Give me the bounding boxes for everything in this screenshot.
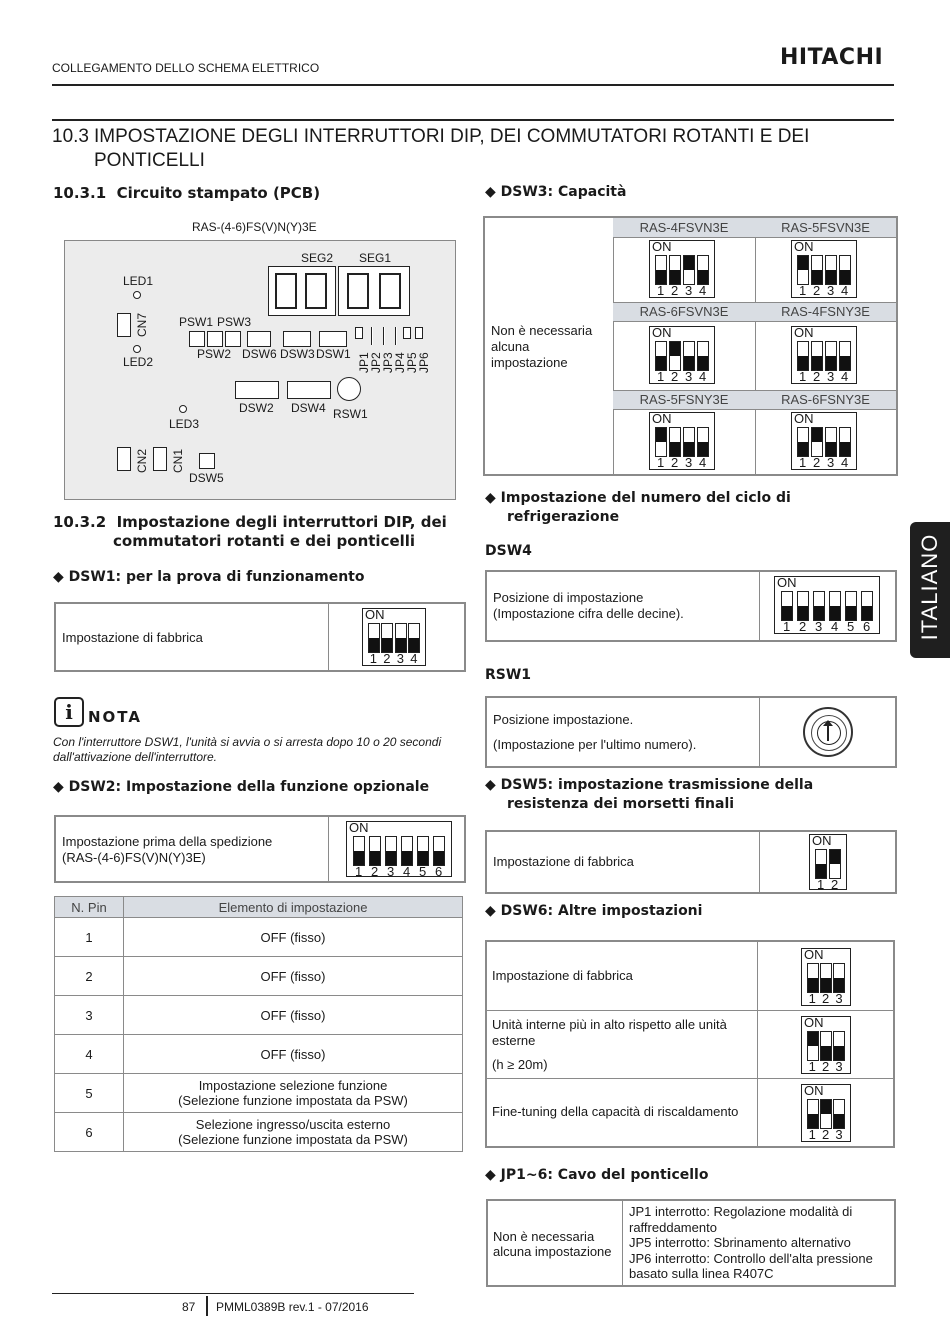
- dip-number: 6: [435, 864, 443, 879]
- dip-lever: [807, 963, 819, 993]
- dsw4-title: DSW4: [485, 543, 532, 559]
- dip-lever: [845, 591, 857, 621]
- dsw4-label-2: (Impostazione cifra delle decine).: [493, 606, 684, 621]
- dip-number: 1: [355, 864, 363, 879]
- table-row: 1 OFF (fisso): [55, 918, 463, 957]
- section-pcb-heading: 10.3.1 Circuito stampato (PCB): [53, 184, 321, 202]
- dip-on-label: ON: [365, 607, 385, 622]
- page-title-number: 10.3: [52, 126, 89, 147]
- dip-lever: [655, 341, 667, 371]
- jp3-jumper: [383, 327, 385, 345]
- led3-label: LED3: [169, 417, 200, 431]
- dip-lever: [683, 427, 695, 457]
- dsw4-table: [485, 570, 897, 642]
- pin-table: [54, 896, 463, 1152]
- jp1-label: JP1: [357, 352, 371, 373]
- dip-lever: [833, 963, 845, 993]
- dip-lever: [825, 427, 837, 457]
- dip-number: 4: [699, 283, 707, 298]
- cycle-heading-2: refrigerazione: [507, 509, 620, 525]
- dsw5-label: Impostazione di fabbrica: [493, 854, 634, 869]
- dsw4-block: [287, 381, 331, 399]
- dsw6-switch-finetune: [801, 1084, 851, 1142]
- dsw2-label: DSW2: [239, 401, 274, 415]
- dip-number: 4: [410, 651, 418, 666]
- dsw3-block: [283, 331, 311, 347]
- dip-number: 4: [699, 369, 707, 384]
- model-label: RAS-5FSVN3E: [781, 220, 870, 235]
- dip-number: 3: [685, 455, 693, 470]
- dip-number: 2: [822, 991, 830, 1006]
- rsw1-dial: [337, 377, 361, 401]
- seg2-label: SEG2: [301, 251, 334, 265]
- page-title-line2: PONTICELLI: [94, 150, 205, 171]
- dip-number: 1: [808, 1127, 816, 1142]
- dip-lever: [833, 1031, 845, 1061]
- dsw5-heading-1: ◆ DSW5: impostazione trasmissione della: [485, 777, 814, 793]
- led1: [133, 291, 141, 299]
- dip-number: 4: [841, 283, 849, 298]
- pin-col-header: N. Pin: [55, 897, 124, 918]
- dip-number: 1: [657, 455, 665, 470]
- dip-on-label: ON: [804, 947, 824, 962]
- dsw3-switch-4fsny3e: [791, 326, 857, 384]
- dip-lever: [839, 255, 851, 285]
- dsw3-left-3: impostazione: [491, 355, 568, 370]
- dip-on-label: ON: [777, 575, 797, 590]
- jp6-label: JP6: [417, 352, 431, 373]
- dsw2-label-2: (RAS-(4-6)FS(V)N(Y)3E): [62, 850, 206, 865]
- dip-lever: [829, 849, 841, 879]
- psw3-label: PSW3: [217, 315, 252, 329]
- dip-number: 2: [813, 369, 821, 384]
- language-tab: ITALIANO: [910, 522, 950, 658]
- dip-lever: [385, 836, 397, 866]
- dip-number: 1: [799, 369, 807, 384]
- dip-lever: [781, 591, 793, 621]
- led2: [133, 345, 141, 353]
- rsw1-table: [485, 696, 897, 768]
- jp-table: [486, 1199, 896, 1287]
- header-rule: [52, 84, 894, 86]
- dip-on-label: ON: [804, 1083, 824, 1098]
- dip-number: 3: [827, 283, 835, 298]
- dsw1-switch: [362, 608, 426, 666]
- element-col-header: Elemento di impostazione: [124, 897, 463, 918]
- dip-on-label: ON: [652, 239, 672, 254]
- dip-lever: [861, 591, 873, 621]
- dip-number: 3: [685, 283, 693, 298]
- section-dip-heading-1: 10.3.2 Impostazione degli interruttori DIP, dei: [53, 513, 447, 531]
- nota-text-1: Con l'interruttore DSW1, l'unità si avvia o si arresta dopo 10 o 20 secondi: [53, 735, 442, 749]
- jp3-label: JP3: [381, 352, 395, 373]
- psw1-label: PSW1: [179, 315, 214, 329]
- dip-number: 2: [799, 619, 807, 634]
- dsw1-label: DSW1: [316, 347, 351, 361]
- footer-rule: [52, 1293, 414, 1294]
- psw3-button: [225, 331, 241, 347]
- dip-number: 1: [808, 1059, 816, 1074]
- dip-lever: [408, 623, 420, 653]
- dip-lever: [401, 836, 413, 866]
- dip-lever: [797, 255, 809, 285]
- footer-divider: [206, 1296, 208, 1316]
- dip-number: 3: [827, 455, 835, 470]
- dsw3-switch-4fsvn3e: [649, 240, 715, 298]
- dip-lever: [697, 427, 709, 457]
- jp2-jumper: [371, 327, 373, 345]
- info-icon: i: [54, 697, 84, 727]
- doc-reference: PMML0389B rev.1 - 07/2016: [216, 1300, 369, 1314]
- dip-lever: [811, 341, 823, 371]
- dip-lever: [797, 341, 809, 371]
- dip-lever: [381, 623, 393, 653]
- dsw3-switch-6fsny3e: [791, 412, 857, 470]
- dip-number: 3: [685, 369, 693, 384]
- psw2-label: PSW2: [197, 347, 232, 361]
- dip-number: 1: [657, 369, 665, 384]
- dip-number: 1: [799, 455, 807, 470]
- dip-lever: [697, 341, 709, 371]
- dip-number: 3: [396, 651, 404, 666]
- dsw6-switch-height: [801, 1016, 851, 1074]
- model-label: RAS-4FSVN3E: [639, 220, 729, 235]
- dsw6-row-3: Fine-tuning della capacità di riscaldamento: [492, 1104, 739, 1119]
- dip-number: 2: [671, 455, 679, 470]
- dsw1-heading: ◆ DSW1: per la prova di funzionamento: [53, 569, 365, 585]
- table-row: 3 OFF (fisso): [55, 996, 463, 1035]
- dip-lever: [395, 623, 407, 653]
- dsw2-switch: [346, 821, 452, 877]
- dip-lever: [825, 341, 837, 371]
- model-label: RAS-6FSNY3E: [781, 392, 870, 407]
- dsw1-table: [54, 602, 466, 672]
- dsw1-label: Impostazione di fabbrica: [62, 630, 203, 645]
- dsw6-row-2b: esterne: [492, 1033, 536, 1048]
- dip-number: 1: [369, 651, 377, 666]
- dip-number: 1: [817, 877, 825, 892]
- dsw6-row-2c: (h ≥ 20m): [492, 1057, 548, 1072]
- dip-lever: [839, 341, 851, 371]
- dip-number: 1: [799, 283, 807, 298]
- dsw4-label-1: Posizione di impostazione: [493, 590, 644, 605]
- dip-number: 3: [835, 991, 843, 1006]
- jp5-label: JP5: [405, 352, 419, 373]
- dip-number: 6: [863, 619, 871, 634]
- dsw5-table: [485, 830, 897, 894]
- dsw3-heading: ◆ DSW3: Capacità: [485, 184, 627, 200]
- jp4-label: JP4: [393, 352, 407, 373]
- dip-lever: [655, 255, 667, 285]
- dip-lever: [683, 341, 695, 371]
- dip-number: 3: [387, 864, 395, 879]
- dsw4-switch: [774, 576, 880, 634]
- psw1-button: [189, 331, 205, 347]
- table-row: 5 Impostazione selezione funzione (Selezione funzione impostata da PSW): [55, 1074, 463, 1113]
- dip-number: 3: [835, 1127, 843, 1142]
- dip-lever: [417, 836, 429, 866]
- dip-lever: [669, 427, 681, 457]
- nota-title: NOTA: [88, 708, 142, 726]
- dip-on-label: ON: [812, 833, 832, 848]
- dip-lever: [825, 255, 837, 285]
- dsw3-label: DSW3: [280, 347, 315, 361]
- cn2-connector: [117, 447, 131, 471]
- dsw5-label: DSW5: [189, 471, 224, 485]
- dip-number: 5: [419, 864, 427, 879]
- dip-lever: [820, 963, 832, 993]
- dsw3-left-2: alcuna: [491, 339, 530, 354]
- dip-lever: [669, 341, 681, 371]
- dip-lever: [833, 1099, 845, 1129]
- table-row: 6 Selezione ingresso/uscita esterno (Selezione funzione impostata da PSW): [55, 1113, 463, 1152]
- dip-number: 2: [671, 369, 679, 384]
- dip-lever: [669, 255, 681, 285]
- jp-left-1: Non è necessaria: [493, 1229, 595, 1244]
- model-label: RAS-4FSNY3E: [781, 304, 870, 319]
- dsw2-table: [54, 815, 466, 883]
- dip-lever: [683, 255, 695, 285]
- dsw6-heading: ◆ DSW6: Altre impostazioni: [485, 903, 703, 919]
- dip-lever: [820, 1099, 832, 1129]
- dsw5-switch: [809, 834, 847, 890]
- dip-number: 4: [831, 619, 839, 634]
- dip-lever: [697, 255, 709, 285]
- dip-number: 3: [827, 369, 835, 384]
- jp1-jumper: [355, 327, 363, 339]
- page-number: 87: [182, 1300, 196, 1314]
- dip-on-label: ON: [794, 239, 814, 254]
- cn1-label: CN1: [171, 448, 185, 473]
- seg1-label: SEG1: [359, 251, 392, 265]
- dip-lever: [655, 427, 667, 457]
- dip-lever: [839, 427, 851, 457]
- rsw1-title: RSW1: [485, 667, 532, 683]
- dsw3-switch-5fsny3e: [649, 412, 715, 470]
- rsw1-label-2: (Impostazione per l'ultimo numero).: [493, 737, 697, 752]
- dsw6-label: DSW6: [242, 347, 277, 361]
- dip-lever: [820, 1031, 832, 1061]
- dip-lever: [369, 836, 381, 866]
- dip-number: 2: [383, 651, 391, 666]
- dip-on-label: ON: [794, 325, 814, 340]
- dip-lever: [811, 427, 823, 457]
- header-section: COLLEGAMENTO DELLO SCHEMA ELETTRICO: [52, 61, 320, 75]
- rsw1-label: RSW1: [333, 407, 368, 421]
- dip-number: 2: [822, 1059, 830, 1074]
- dip-number: 4: [403, 864, 411, 879]
- dip-number: 4: [841, 369, 849, 384]
- jp-settings: JP1 interrotto: Regolazione modalità di raffreddamento JP5 interrotto: Sbrinamento alternativo JP6 interrotto: Controllo dell'alta pressione basato sulla linea R407C: [629, 1204, 873, 1281]
- model-label: RAS-5FSNY3E: [639, 392, 729, 407]
- dip-on-label: ON: [652, 325, 672, 340]
- dip-on-label: ON: [804, 1015, 824, 1030]
- dip-lever: [368, 623, 380, 653]
- pcb-diagram: [64, 240, 456, 500]
- cycle-heading-1: ◆ Impostazione del numero del ciclo di: [485, 490, 791, 506]
- dip-lever: [829, 591, 841, 621]
- jp6-jumper: [415, 327, 423, 339]
- dsw5-heading-2: resistenza dei morsetti finali: [507, 796, 735, 812]
- dip-number: 3: [835, 1059, 843, 1074]
- psw2-button: [207, 331, 223, 347]
- cn7-connector: [117, 313, 131, 337]
- model-label: RAS-6FSVN3E: [639, 304, 729, 319]
- dip-lever: [353, 836, 365, 866]
- dip-lever: [811, 255, 823, 285]
- dsw3-switch-6fsvn3e: [649, 326, 715, 384]
- jp4-jumper: [395, 327, 397, 345]
- dsw6-row-1: Impostazione di fabbrica: [492, 968, 633, 983]
- dip-lever: [433, 836, 445, 866]
- dsw3-switch-5fsvn3e: [791, 240, 857, 298]
- dip-lever: [797, 591, 809, 621]
- dip-number: 4: [841, 455, 849, 470]
- dip-number: 4: [699, 455, 707, 470]
- dip-number: 2: [822, 1127, 830, 1142]
- dip-on-label: ON: [349, 820, 369, 835]
- dip-lever: [815, 849, 827, 879]
- dip-number: 2: [813, 283, 821, 298]
- dip-lever: [807, 1099, 819, 1129]
- dip-lever: [797, 427, 809, 457]
- rsw1-label-1: Posizione impostazione.: [493, 712, 634, 727]
- dsw4-label: DSW4: [291, 401, 326, 415]
- dsw6-switch-default: [801, 948, 851, 1006]
- dsw3-table: [483, 216, 898, 476]
- jp-heading: ◆ JP1~6: Cavo del ponticello: [485, 1167, 709, 1183]
- cn7-label: CN7: [135, 312, 149, 337]
- dsw2-block: [235, 381, 279, 399]
- rsw1-rotary-switch: [803, 707, 853, 757]
- led1-label: LED1: [123, 274, 154, 288]
- seg2-display: [268, 266, 336, 316]
- dsw1-block: [319, 331, 347, 347]
- dsw3-left-1: Non è necessaria: [491, 323, 593, 338]
- dsw2-label-1: Impostazione prima della spedizione: [62, 834, 273, 849]
- section-dip-heading-2: commutatori rotanti e dei ponticelli: [113, 532, 416, 550]
- dip-on-label: ON: [794, 411, 814, 426]
- jp5-jumper: [403, 327, 411, 339]
- dip-number: 2: [371, 864, 379, 879]
- led3: [179, 405, 187, 413]
- dip-number: 2: [813, 455, 821, 470]
- dsw5-block: [199, 453, 215, 469]
- dsw2-heading: ◆ DSW2: Impostazione della funzione opzionale: [53, 779, 430, 795]
- title-rule: [52, 119, 894, 121]
- jp-left-2: alcuna impostazione: [493, 1244, 612, 1259]
- dip-lever: [813, 591, 825, 621]
- cn2-label: CN2: [135, 448, 149, 473]
- page-title-line1: IMPOSTAZIONE DEGLI INTERRUTTORI DIP, DEI COMMUTATORI ROTANTI E DEI: [94, 126, 810, 147]
- dip-number: 3: [815, 619, 823, 634]
- seg1-display: [338, 266, 410, 316]
- pcb-model: RAS-(4-6)FS(V)N(Y)3E: [192, 220, 317, 234]
- dip-lever: [807, 1031, 819, 1061]
- dip-number: 1: [808, 991, 816, 1006]
- table-row: 4 OFF (fisso): [55, 1035, 463, 1074]
- jp2-label: JP2: [369, 352, 383, 373]
- dip-number: 2: [671, 283, 679, 298]
- brand-logo: HITACHI: [780, 45, 884, 70]
- dsw6-row-2a: Unità interne più in alto rispetto alle unità: [492, 1017, 727, 1032]
- dip-number: 2: [831, 877, 839, 892]
- dip-on-label: ON: [652, 411, 672, 426]
- table-row: 2 OFF (fisso): [55, 957, 463, 996]
- nota-text-2: dall'attivazione dell'interruttore.: [53, 750, 218, 764]
- dip-number: 5: [847, 619, 855, 634]
- cn1-connector: [153, 447, 167, 471]
- dsw6-block: [247, 331, 271, 347]
- dip-number: 1: [783, 619, 791, 634]
- dsw6-table: [485, 940, 895, 1148]
- dip-number: 1: [657, 283, 665, 298]
- led2-label: LED2: [123, 355, 154, 369]
